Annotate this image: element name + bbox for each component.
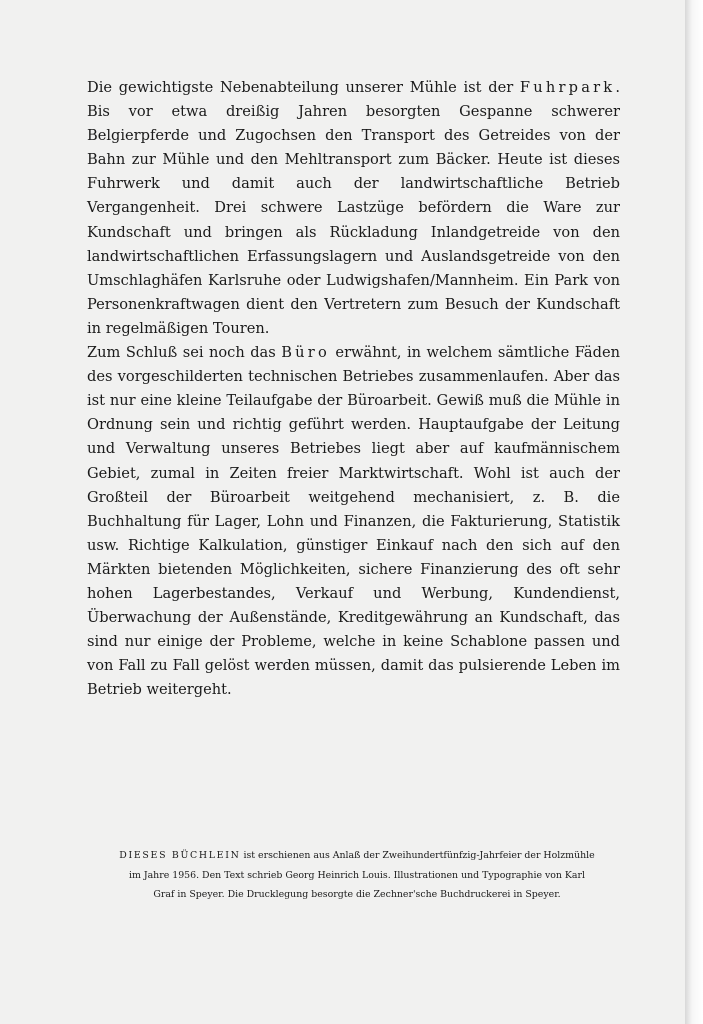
spaced-word-buero: Büro [281, 344, 330, 362]
paragraph-1-rest: . Bis vor etwa dreißig Jahren besorgten Gespanne schwerer Belgierpferde und Zugochsen den Transport des Getreides von der Bahn zur Mühle und den Mehltransport zum Bäcker. Heute ist dieses Fuhrwerk und damit auch der landwirtschaftliche Betrieb Vergangenheit. Drei schwere Lastzüge befördern die Ware zur Kundschaft und bringen als Rückladung Inlandgetreide von den landwirtschaftlichen Erfassungslagern und Auslandsgetreide von den Umschlaghäfen Karlsruhe oder Ludwigshafen/Mannheim. Ein Park von Personenkraftwagen dient den Vertretern zum Besuch der Kundschaft in regelmäßigen Touren. [87, 79, 620, 337]
paragraph-1-intro: Die gewichtigste Nebenabteilung unserer Mühle ist der [87, 79, 520, 96]
colophon-heading: DIESES BÜCHLEIN [119, 850, 241, 861]
spaced-word-fuhrpark: Fuhrpark [519, 79, 616, 96]
body-text [87, 76, 620, 702]
paragraph-2-intro: Zum Schluß sei noch das [87, 344, 282, 362]
colophon [118, 846, 596, 905]
paragraph-fuhrpark [87, 76, 620, 341]
page-edge [685, 0, 703, 1024]
colophon-text: ist erschienen aus Anlaß der Zweihundertfünfzig-Jahrfeier der Holzmühle im Jahre 1956. Den Text schrieb Georg Heinrich Louis. Illustrationen und Typographie von Karl Graf in Speyer. Die Drucklegung besorgte die Zechner'sche Buchdruckerei in Speyer. [128, 850, 595, 901]
paragraph-buero [87, 341, 620, 702]
paragraph-2-rest: erwähnt, in welchem sämtliche Fäden des vorgeschilderten technischen Betriebes zusammenlaufen. Aber das ist nur eine kleine Teilaufgabe der Büroarbeit. Gewiß muß die Mühle in Ordnung sein und richtig geführt werden. Hauptaufgabe der Leitung und Verwaltung unseres Betriebes liegt aber auf kaufmännischem Gebiet, zumal in Zeiten freier Marktwirtschaft. Wohl ist auch der Großteil der Büroarbeit weitgehend mechanisiert, z. B. die Buchhaltung für Lager, Lohn und Finanzen, die Fakturierung, Statistik usw. Richtige Kalkulation, günstiger Einkauf nach den sich auf den Märkten bietenden Möglichkeiten, sichere Finanzierung des oft sehr hohen Lagerbestandes, Verkauf und Werbung, Kundendienst, Überwachung der Außenstände, Kreditgewährung an Kundschaft, das sind nur einige der Probleme, welche in keine Schablone passen und von Fall zu Fall gelöst werden müssen, damit das pulsierende Leben im Betrieb weitergeht. [87, 344, 620, 699]
